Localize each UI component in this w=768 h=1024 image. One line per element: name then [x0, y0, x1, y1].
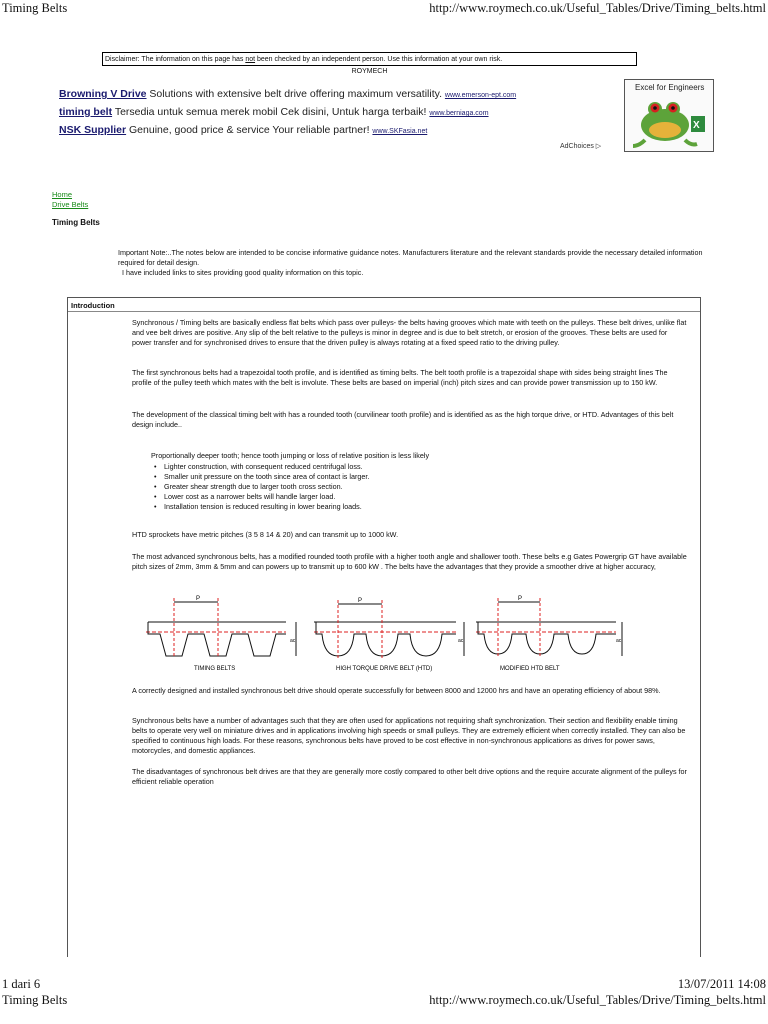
excel-for-engineers-ad[interactable] — [624, 79, 714, 152]
print-footer — [0, 993, 768, 1009]
modified-htd-belt-profile — [476, 598, 622, 658]
list-item: • Lighter construction, with consequent reduced centrifugal loss. — [160, 462, 369, 472]
ad-description: Solutions with extensive belt drive offering maximum versatility. — [146, 88, 445, 100]
print-footer-url: http://www.roymech.co.uk/Useful_Tables/Drive/Timing_belts.html — [429, 993, 766, 1007]
dimension-label: ac — [616, 638, 622, 644]
introduction-section — [67, 297, 701, 957]
paragraph: Synchronous / Timing belts are basically endless flat belts which pass over pulleys- the belts having grooves which mate with teeth on the pulleys. These belt drives, unlike flat and vee belt drives are positive. Any slip of the belt relative to the pulleys is minor in degree and is due to belt stretch, or erosion of the grooves. These belts are used for power transfer and for synchronised drives to ensure that the driven pulley is always rotating at a fixed speed ratio to the driving pulley. — [132, 318, 687, 347]
section-title: Introduction — [71, 301, 115, 310]
paragraph: The development of the classical timing belt with has a rounded tooth (curvilinear tooth profile) and is identified as as the high torque drive, or HTD. Advantages of this belt design include.. — [132, 410, 674, 429]
pitch-label: P — [358, 598, 363, 604]
list-item: • Lower cost as a narrower belts will handle larger load. — [160, 492, 369, 502]
paragraph: Synchronous belts have a number of advantages such that they are often used for applications not requiring shaft synchronization. Their section and flexibility enable timing belts to operate very well on miniature drives and in applications involving high speeds or small pulleys. They are extremely efficient when correctly installed. They can also be specified to continuous high loads. For these reasons, synchronous belts have proved to be cost effective in non-synchronous applications as drives for power saws, motorcycles, and domestic appliances. — [132, 716, 686, 755]
timing-belt-profile — [146, 598, 296, 658]
ad-headline-link[interactable]: NSK Supplier — [59, 124, 127, 136]
print-footer-title: Timing Belts — [2, 993, 68, 1007]
print-datetime: 13/07/2011 14:08 — [677, 977, 766, 991]
paragraph: HTD sprockets have metric pitches (3 5 8 14 & 20) and can transmit up to 1000 kW. — [132, 530, 399, 539]
adchoices-link[interactable]: AdChoices ▷ — [560, 143, 602, 150]
ad-timing-belt[interactable] — [59, 106, 489, 118]
page-counter: 1 dari 6 — [2, 977, 41, 991]
ad-url-link[interactable]: www.emerson-ept.com — [444, 92, 517, 99]
ad-headline-link[interactable]: timing belt — [59, 106, 113, 118]
list-item: • Installation tension is reduced resulting in lower bearing loads. — [160, 502, 369, 512]
belt-profiles-figure — [146, 594, 624, 674]
svg-text:X: X — [693, 120, 700, 131]
figure-caption: TIMING BELTS — [194, 666, 236, 672]
advantages-list — [160, 462, 369, 512]
list-item: • Smaller unit pressure on the tooth since area of contact is larger. — [160, 472, 369, 482]
list-item: • Greater shear strength due to larger tooth cross section. — [160, 482, 369, 492]
print-footer — [0, 977, 768, 993]
pitch-label: P — [518, 596, 523, 602]
dimension-label: ac — [290, 638, 296, 644]
excel-ad-title: Excel for Engineers — [635, 83, 705, 92]
print-header-title: Timing Belts — [2, 1, 68, 15]
figure-caption: HIGH TORQUE DRIVE BELT (HTD) — [336, 666, 433, 672]
dimension-label: ac — [458, 638, 464, 644]
disclaimer-emphasis: not — [245, 56, 256, 63]
important-note — [118, 248, 718, 277]
note-line: Important Note:..The notes below are intended to be concise informative guidance notes. Manufacturers literature and the relevant standards provide the necessary detailed information required for detail design. — [118, 248, 703, 267]
disclaimer-text-start: Disclaimer: The information on this page has — [105, 56, 246, 63]
disclaimer-text-end: been checked by an independent person. Use this information at your own risk. — [255, 56, 503, 63]
ad-description: Genuine, good price & service Your reliable partner! — [126, 124, 373, 136]
paragraph: The most advanced synchronous belts, has a modified rounded tooth profile with a higher tooth angle and shallower tooth. These belts e.g Gates Powergrip GT have available pitch sizes of 2mm, 3mm & 5mm and can powers up to transmit up to 600 kW . The belts have the advantages that they provide a smoother drive at higher accuracy, — [132, 552, 687, 571]
pitch-label: P — [196, 596, 201, 602]
figure-caption: MODIFIED HTD BELT — [500, 666, 560, 672]
print-header-url: http://www.roymech.co.uk/Useful_Tables/Drive/Timing_belts.html — [429, 1, 766, 15]
site-label: ROYMECH — [351, 68, 388, 75]
disclaimer-box — [102, 52, 637, 66]
page-title: Timing Belts — [52, 218, 100, 227]
ad-nsk-supplier[interactable] — [59, 124, 427, 136]
ad-headline-link[interactable]: Browning V Drive — [59, 88, 147, 100]
paragraph: The disadvantages of synchronous belt drives are that they are generally more costly compared to other belt drive options and the require accurate alignment of the pulleys for efficient reliable operation — [132, 767, 687, 786]
advantages-lead: Proportionally deeper tooth; hence tooth jumping or loss of relative position is less likely — [151, 451, 430, 460]
note-line: I have included links to sites providing good quality information on this topic. — [122, 267, 364, 277]
ad-url-link[interactable]: www.SKFasia.net — [372, 128, 428, 135]
paragraph: The first synchronous belts had a trapezoidal tooth profile, and is identified as timing belts. The belt tooth profile is a trapezoidal shape with sides being straight lines The profile of the pulley teeth which mates with the belt is involute. These belts are based on imperial (inch) pitch sizes and can provide power transmission up to 150 kW. — [132, 368, 668, 387]
ad-browning[interactable] — [59, 88, 516, 100]
htd-belt-profile — [314, 600, 464, 658]
paragraph: A correctly designed and installed synchronous belt drive should operate successfully for between 8000 and 12000 hrs and have an operating efficiency of about 98%. — [132, 686, 661, 695]
section-divider — [68, 311, 700, 312]
nav-home-link[interactable]: Home — [52, 190, 73, 199]
nav-drive-belts-link[interactable]: Drive Belts — [52, 200, 89, 209]
print-header — [0, 1, 768, 17]
ad-url-link[interactable]: www.berniaga.com — [429, 110, 489, 117]
ad-description: Tersedia untuk semua merek mobil Cek disini, Untuk harga terbaik! — [112, 106, 430, 118]
